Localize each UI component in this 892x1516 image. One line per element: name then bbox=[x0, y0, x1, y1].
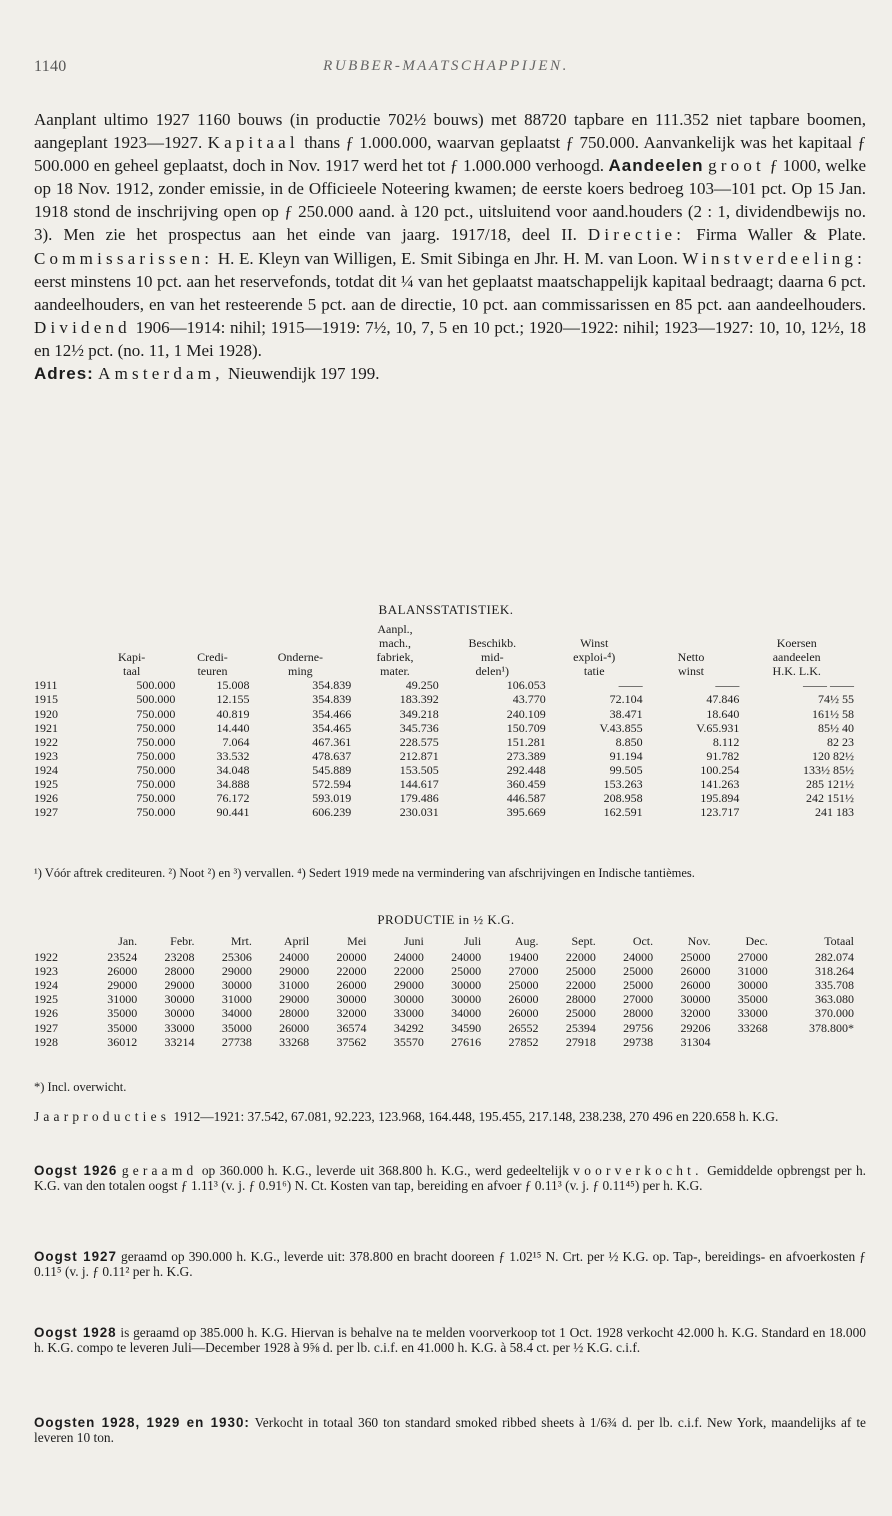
table-cell: 85½ 40 bbox=[818, 720, 854, 735]
row-year: 1928 bbox=[34, 1034, 58, 1049]
table-cell: —— —— bbox=[803, 678, 854, 693]
table-cell: 500.000 bbox=[136, 678, 176, 693]
table-cell: 23524 bbox=[107, 950, 138, 965]
table-cell: 30000 bbox=[737, 978, 768, 993]
table-cell: 606.239 bbox=[312, 805, 352, 820]
table-cell: 318.264 bbox=[815, 964, 854, 979]
balans-row bbox=[34, 692, 854, 706]
table-cell: 74½ 55 bbox=[818, 692, 854, 707]
table-cell: 34292 bbox=[393, 1020, 424, 1035]
table-cell: 33000 bbox=[393, 1006, 424, 1021]
description-paragraph bbox=[34, 108, 866, 385]
table-cell: 478.637 bbox=[312, 748, 352, 763]
table-cell: 19400 bbox=[508, 950, 539, 965]
table-cell: —— bbox=[715, 678, 740, 693]
table-cell: 25000 bbox=[451, 964, 482, 979]
month-header: Mrt. bbox=[230, 934, 252, 948]
table-cell: 33268 bbox=[737, 1020, 768, 1035]
table-cell: 241 183 bbox=[815, 805, 854, 820]
running-head: RUBBER-MAATSCHAPPIJEN. bbox=[323, 58, 569, 74]
balans-row bbox=[34, 791, 854, 805]
row-year: 1925 bbox=[34, 777, 58, 792]
table-cell: 26000 bbox=[508, 1006, 539, 1021]
aandeelen-label: Aandeelen bbox=[608, 156, 704, 176]
table-cell: 25394 bbox=[565, 1020, 596, 1035]
row-year: 1915 bbox=[34, 692, 58, 707]
table-cell: V.65.931 bbox=[696, 720, 740, 735]
table-cell: 750.000 bbox=[136, 805, 176, 820]
table-cell: 49.250 bbox=[405, 678, 439, 693]
productie-row bbox=[34, 1021, 854, 1035]
table-cell: 34.048 bbox=[216, 762, 250, 777]
table-cell: 285 121½ bbox=[806, 777, 854, 792]
table-cell: 363.080 bbox=[815, 992, 854, 1007]
table-cell: 8.850 bbox=[615, 734, 643, 749]
month-header: Totaal bbox=[824, 934, 854, 948]
table-cell: 153.263 bbox=[603, 777, 643, 792]
table-cell: 32000 bbox=[336, 1006, 367, 1021]
table-cell: 750.000 bbox=[136, 748, 176, 763]
table-cell: 750.000 bbox=[136, 791, 176, 806]
table-cell: 378.800* bbox=[809, 1020, 854, 1035]
table-cell: 24000 bbox=[451, 950, 482, 965]
column-header: Credi- teuren bbox=[197, 650, 228, 679]
table-cell: 106.053 bbox=[506, 678, 546, 693]
table-cell: 43.770 bbox=[512, 692, 546, 707]
productie-row bbox=[34, 950, 854, 964]
row-year: 1921 bbox=[34, 720, 58, 735]
table-cell: 25000 bbox=[508, 978, 539, 993]
table-cell: 162.591 bbox=[603, 805, 643, 820]
balans-row bbox=[34, 735, 854, 749]
table-cell: 25000 bbox=[623, 978, 654, 993]
month-header: Oct. bbox=[632, 934, 654, 948]
table-cell: 27000 bbox=[737, 950, 768, 965]
oogst-1926-paragraph bbox=[34, 1164, 866, 1194]
table-cell: 27852 bbox=[508, 1034, 539, 1049]
month-header: Mei bbox=[347, 934, 367, 948]
jaarproducties-label: Jaarproducties bbox=[34, 1109, 171, 1124]
table-cell: 91.782 bbox=[706, 748, 740, 763]
table-cell: 25000 bbox=[565, 964, 596, 979]
balans-row bbox=[34, 805, 854, 819]
oogsten-text: Verkocht in totaal 360 ton standard smoked ribbed sheets à 1/6¾ d. per lb. c.i.f. New York, maandelijks af te leveren 10 ton. bbox=[34, 1415, 866, 1445]
table-cell: 345.736 bbox=[399, 720, 439, 735]
table-cell: 446.587 bbox=[506, 791, 546, 806]
balans-row bbox=[34, 678, 854, 692]
table-cell: 91.194 bbox=[609, 748, 643, 763]
row-year: 1911 bbox=[34, 678, 58, 693]
oogst-1928-section bbox=[34, 1326, 866, 1356]
table-cell: —— bbox=[618, 678, 643, 693]
productie-row bbox=[34, 1035, 854, 1049]
table-cell: 31000 bbox=[107, 992, 138, 1007]
table-cell: 28000 bbox=[623, 1006, 654, 1021]
groot-label: groot bbox=[708, 156, 765, 176]
column-header: fabriek, mater. bbox=[376, 650, 414, 679]
table-cell: 37562 bbox=[336, 1034, 367, 1049]
table-cell: 76.172 bbox=[216, 791, 250, 806]
table-cell: 354.466 bbox=[312, 706, 352, 721]
oogst-1927-label: Oogst 1927 bbox=[34, 1249, 117, 1264]
column-header: Onderne- ming bbox=[277, 650, 324, 679]
table-cell: 292.448 bbox=[506, 762, 546, 777]
productie-footnote: *) Incl. overwicht. bbox=[34, 1080, 127, 1094]
month-header: Febr. bbox=[170, 934, 195, 948]
oogst-1926-text: op 360.000 h. K.G., leverde uit 368.800 h. K.G., werd gedeeltelijk bbox=[201, 1163, 569, 1178]
column-top bbox=[643, 622, 740, 650]
dividend-text: 1906—1914: nihil; 1915—1919: 7½, 10, 7, 5 en 10 pct.; 1920—1922: nihil; 1923—1927: 10, 10, 12½, 18 en 12½ pct. (no. 11, 1 Mei 1928). bbox=[34, 317, 866, 360]
productie-table bbox=[34, 934, 854, 1049]
table-cell: 31000 bbox=[221, 992, 252, 1007]
table-cell: 30000 bbox=[451, 978, 482, 993]
balans-body bbox=[34, 678, 854, 819]
table-cell: 26552 bbox=[508, 1020, 539, 1035]
table-cell: 90.441 bbox=[216, 805, 250, 820]
table-cell: 35000 bbox=[107, 1020, 138, 1035]
row-year: 1924 bbox=[34, 978, 58, 993]
table-cell: 34000 bbox=[451, 1006, 482, 1021]
row-year: 1926 bbox=[34, 791, 58, 806]
table-cell: 242 151½ bbox=[806, 791, 854, 806]
month-header: Nov. bbox=[687, 934, 711, 948]
table-cell: 26000 bbox=[336, 978, 367, 993]
table-cell: 22000 bbox=[565, 978, 596, 993]
table-cell: 123.717 bbox=[700, 805, 740, 820]
table-cell: 25306 bbox=[221, 950, 252, 965]
table-cell: 35000 bbox=[737, 992, 768, 1007]
column-top: Koersen bbox=[776, 636, 817, 651]
adres-label: Adres: bbox=[34, 364, 94, 384]
table-cell: 572.594 bbox=[312, 777, 352, 792]
plantation-text: Aanplant ultimo 1927 1160 bouws (in productie 702½ bouws) met 88720 tapbare en 111.352 niet tapbare boomen, aangeplant 1923—1927. bbox=[34, 110, 866, 153]
table-cell: 30000 bbox=[164, 1006, 195, 1021]
balans-header-top-row bbox=[34, 622, 854, 650]
table-cell: 30000 bbox=[221, 978, 252, 993]
table-cell: 212.871 bbox=[399, 748, 439, 763]
table-cell: 30000 bbox=[393, 992, 424, 1007]
kapitaal-text: thans ƒ 1.000.000, waarvan geplaatst ƒ 750.000. Aanvankelijk was het kapitaal ƒ 500.000 en geheel geplaatst, doch in Nov. 1917 werd het tot ƒ 1.000.000 verhoogd. bbox=[34, 133, 867, 176]
table-cell: 28000 bbox=[279, 1006, 310, 1021]
column-top bbox=[250, 622, 352, 650]
page-number: 1140 bbox=[34, 58, 67, 75]
table-cell: 34000 bbox=[221, 1006, 252, 1021]
column-top: Beschikb. bbox=[468, 636, 517, 651]
table-cell: 36012 bbox=[107, 1034, 138, 1049]
column-top bbox=[88, 622, 176, 650]
table-cell: 8.112 bbox=[712, 734, 740, 749]
table-cell: 31000 bbox=[737, 964, 768, 979]
table-cell: V.43.855 bbox=[599, 720, 643, 735]
month-header: Juli bbox=[463, 934, 482, 948]
productie-row bbox=[34, 978, 854, 992]
geraamd-label: geraamd bbox=[121, 1163, 198, 1178]
row-year: 1922 bbox=[34, 950, 58, 965]
table-cell: 32000 bbox=[680, 1006, 711, 1021]
month-header: Sept. bbox=[571, 934, 596, 948]
column-top: Winst bbox=[580, 636, 609, 651]
table-cell: 99.505 bbox=[609, 762, 643, 777]
oogsten-label: Oogsten 1928, 1929 en 1930: bbox=[34, 1415, 250, 1430]
table-cell: 349.218 bbox=[399, 706, 439, 721]
table-cell: 195.894 bbox=[700, 791, 740, 806]
table-cell: 29000 bbox=[393, 978, 424, 993]
month-header: Juni bbox=[403, 934, 424, 948]
table-cell: 151.281 bbox=[506, 734, 546, 749]
table-cell: 545.889 bbox=[312, 762, 352, 777]
oogsten-section bbox=[34, 1416, 866, 1446]
table-cell: 27000 bbox=[623, 992, 654, 1007]
table-cell: 354.465 bbox=[312, 720, 352, 735]
balans-table bbox=[34, 622, 854, 819]
table-cell: 30000 bbox=[680, 992, 711, 1007]
oogsten-paragraph bbox=[34, 1416, 866, 1446]
table-cell: 72.104 bbox=[609, 692, 643, 707]
oogst-1926-section bbox=[34, 1164, 866, 1194]
month-header: Jan. bbox=[118, 934, 138, 948]
oogst-1926-text-2: Gemiddelde opbrengst per h. K.G. van den totalen oogst ƒ 1.11³ (v. j. ƒ 0.91⁶) N. Ct. Kosten van tap, bereiding en afvoer ƒ 0.11³ (v. j. ƒ 0.11⁴⁵) per h. K.G. bbox=[34, 1163, 867, 1193]
commissarissen-text: H. E. Kleyn van Willigen, E. Smit Sibinga en Jhr. H. M. van Loon. bbox=[217, 248, 678, 268]
adres-city: Amsterdam, bbox=[98, 364, 224, 384]
kapitaal-label: Kapitaal bbox=[207, 133, 299, 153]
column-header: mid- delen¹) bbox=[475, 650, 510, 679]
table-cell: 467.361 bbox=[312, 734, 352, 749]
dividend-label: Dividend bbox=[34, 317, 131, 337]
table-cell: 30000 bbox=[336, 992, 367, 1007]
table-cell: 28000 bbox=[164, 964, 195, 979]
table-cell: 40.819 bbox=[216, 706, 250, 721]
directie-label: Directie: bbox=[587, 225, 686, 245]
column-header: Kapi- taal bbox=[117, 650, 146, 679]
table-cell: 100.254 bbox=[700, 762, 740, 777]
table-cell: 33.532 bbox=[216, 748, 250, 763]
table-cell: 33000 bbox=[737, 1006, 768, 1021]
table-cell: 28000 bbox=[565, 992, 596, 1007]
table-cell: 29206 bbox=[680, 1020, 711, 1035]
row-year: 1920 bbox=[34, 706, 58, 721]
table-cell: 282.074 bbox=[815, 950, 854, 965]
table-cell: 82 23 bbox=[827, 734, 854, 749]
table-cell: 31000 bbox=[279, 978, 310, 993]
oogst-1928-paragraph bbox=[34, 1326, 866, 1356]
table-cell: 47.846 bbox=[706, 692, 740, 707]
table-cell: 750.000 bbox=[136, 734, 176, 749]
table-cell: 24000 bbox=[393, 950, 424, 965]
table-cell: 150.709 bbox=[506, 720, 546, 735]
table-cell: 29000 bbox=[279, 992, 310, 1007]
table-cell: 34590 bbox=[451, 1020, 482, 1035]
table-cell: 183.392 bbox=[399, 692, 439, 707]
table-cell: 161½ 58 bbox=[812, 706, 854, 721]
row-year: 1923 bbox=[34, 964, 58, 979]
table-cell: 29000 bbox=[221, 964, 252, 979]
month-header: Dec. bbox=[745, 934, 768, 948]
table-cell bbox=[768, 1035, 854, 1049]
balans-row bbox=[34, 777, 854, 791]
table-cell: 34.888 bbox=[216, 777, 250, 792]
table-cell: 354.839 bbox=[312, 678, 352, 693]
productie-body bbox=[34, 950, 854, 1049]
table-cell: 35000 bbox=[221, 1020, 252, 1035]
jaarproducties-text: 1912—1921: 37.542, 67.081, 92.223, 123.968, 164.448, 195.455, 217.148, 238.238, 270 496 en 220.658 h. K.G. bbox=[173, 1109, 779, 1124]
table-cell: 27616 bbox=[451, 1034, 482, 1049]
table-cell: 29000 bbox=[107, 978, 138, 993]
table-cell: 153.505 bbox=[399, 762, 439, 777]
table-cell: 141.263 bbox=[700, 777, 740, 792]
table-cell: 120 82½ bbox=[812, 748, 854, 763]
directie-text: Firma Waller & Plate. bbox=[696, 225, 867, 245]
adres-text: Nieuwendijk 197 199. bbox=[227, 364, 380, 384]
column-top bbox=[175, 622, 249, 650]
table-cell: 750.000 bbox=[136, 706, 176, 721]
table-cell: 230.031 bbox=[399, 805, 439, 820]
balans-header-row bbox=[34, 650, 854, 678]
company-description bbox=[34, 108, 866, 385]
table-cell: 29000 bbox=[279, 964, 310, 979]
table-cell: 33000 bbox=[164, 1020, 195, 1035]
row-year: 1927 bbox=[34, 1020, 58, 1035]
oogst-1927-paragraph bbox=[34, 1250, 866, 1280]
table-cell: 273.389 bbox=[506, 748, 546, 763]
table-cell: 750.000 bbox=[136, 720, 176, 735]
table-cell: 750.000 bbox=[136, 777, 176, 792]
balans-title: BALANSSTATISTIEK. bbox=[378, 602, 514, 617]
table-cell: 27738 bbox=[221, 1034, 252, 1049]
column-header: exploi-⁴) tatie bbox=[573, 650, 616, 679]
row-year: 1926 bbox=[34, 1006, 58, 1021]
table-cell: 27000 bbox=[508, 964, 539, 979]
table-cell: 144.617 bbox=[399, 777, 439, 792]
row-year: 1924 bbox=[34, 762, 58, 777]
table-cell: 23208 bbox=[164, 950, 195, 965]
table-cell: 208.958 bbox=[603, 791, 643, 806]
productie-row bbox=[34, 964, 854, 978]
productie-row bbox=[34, 1006, 854, 1020]
table-cell: 15.008 bbox=[216, 678, 250, 693]
table-cell: 33268 bbox=[279, 1034, 310, 1049]
table-cell: 24000 bbox=[279, 950, 310, 965]
column-header: aandeelen H.K. L.K. bbox=[772, 650, 821, 679]
winstverdeeling-label: Winstverdeeling: bbox=[682, 248, 866, 268]
table-cell: 38.471 bbox=[609, 706, 643, 721]
row-year: 1922 bbox=[34, 734, 58, 749]
commissarissen-label: Commissarissen: bbox=[34, 248, 214, 268]
table-cell: 26000 bbox=[508, 992, 539, 1007]
row-year: 1927 bbox=[34, 805, 58, 820]
oogst-1928-text: is geraamd op 385.000 h. K.G. Hiervan is behalve na te melden voorverkoop tot 1 Oct. 1928 verkocht 42.000 h. K.G. Standard en 18.000 h. K.G. compo te leveren Juli—December 1928 à 9⅝ d. per lb. c.i.f. en 41.000 h. K.G. à 58.4 ct. per ½ K.G. c.i.f. bbox=[34, 1325, 866, 1355]
oogst-1926-label: Oogst 1926 bbox=[34, 1163, 118, 1178]
table-cell: 500.000 bbox=[136, 692, 176, 707]
month-header: April bbox=[283, 934, 310, 948]
table-cell: 360.459 bbox=[506, 777, 546, 792]
column-header: Netto winst bbox=[677, 650, 705, 679]
oogst-1927-section bbox=[34, 1250, 866, 1280]
table-cell: 7.064 bbox=[222, 734, 250, 749]
row-year: 1923 bbox=[34, 748, 58, 763]
table-cell: 29000 bbox=[164, 978, 195, 993]
table-cell: 25000 bbox=[680, 950, 711, 965]
balans-row bbox=[34, 763, 854, 777]
balans-footnote: ¹) Vóór aftrek crediteuren. ²) Noot ²) en ³) vervallen. ⁴) Sedert 1919 mede na vermindering van afschrijvingen en Indische tantièmes. bbox=[34, 866, 695, 880]
balans-row bbox=[34, 721, 854, 735]
jaarproducties-paragraph bbox=[34, 1110, 866, 1125]
table-cell: 29756 bbox=[623, 1020, 654, 1035]
table-cell: 36574 bbox=[336, 1020, 367, 1035]
table-cell: 26000 bbox=[680, 978, 711, 993]
table-cell: 33214 bbox=[164, 1034, 195, 1049]
table-cell bbox=[710, 1035, 767, 1049]
table-cell: 25000 bbox=[565, 1006, 596, 1021]
productie-title: PRODUCTIE in ½ K.G. bbox=[377, 912, 515, 927]
table-cell: 354.839 bbox=[312, 692, 352, 707]
table-cell: 22000 bbox=[565, 950, 596, 965]
table-cell: 24000 bbox=[623, 950, 654, 965]
table-cell: 20000 bbox=[336, 950, 367, 965]
aandeelen-text: ƒ 1000, welke op 18 Nov. 1912, zonder emissie, in de Officieele Noteering kwamen; de eerste koers bedroeg 103—101 pct. Op 15 Jan. 1918 stond de inschrijving open op ƒ 250.000 aand. à 120 pct., uitsluitend voor aand.houders (2 : 1, dividendbewijs no. 3). Men zie het prospectus aan het einde van jaarg. 1917/18, deel II. bbox=[34, 156, 866, 245]
table-cell: 26000 bbox=[680, 964, 711, 979]
table-cell: 35000 bbox=[107, 1006, 138, 1021]
balans-row bbox=[34, 707, 854, 721]
table-cell: 179.486 bbox=[399, 791, 439, 806]
oogst-1928-label: Oogst 1928 bbox=[34, 1325, 117, 1340]
month-header: Aug. bbox=[514, 934, 539, 948]
table-cell: 370.000 bbox=[815, 1006, 854, 1021]
table-cell: 30000 bbox=[451, 992, 482, 1007]
table-cell: 12.155 bbox=[216, 692, 250, 707]
table-cell: 593.019 bbox=[312, 791, 352, 806]
table-cell: 240.109 bbox=[506, 706, 546, 721]
winstverdeeling-text: eerst minstens 10 pct. aan het reservefonds, totdat dit ¼ van het geplaatst maatschappelijk kapitaal bedraagt; daarna 6 pct. aandeelhouders, en van het resteerende 5 pct. aan de directie, 10 pct. aan commissarissen en 85 pct. aan aandeelhouders. bbox=[34, 271, 866, 314]
page-header bbox=[34, 58, 858, 82]
table-cell: 14.440 bbox=[216, 720, 250, 735]
table-cell: 26000 bbox=[107, 964, 138, 979]
table-cell: 18.640 bbox=[706, 706, 740, 721]
table-cell: 27918 bbox=[565, 1034, 596, 1049]
table-cell: 30000 bbox=[164, 992, 195, 1007]
table-cell: 25000 bbox=[623, 964, 654, 979]
table-cell: 29738 bbox=[623, 1034, 654, 1049]
balans-row bbox=[34, 749, 854, 763]
table-cell: 395.669 bbox=[506, 805, 546, 820]
table-cell: 31304 bbox=[680, 1034, 711, 1049]
table-cell: 35570 bbox=[393, 1034, 424, 1049]
table-cell: 228.575 bbox=[399, 734, 439, 749]
table-cell: 26000 bbox=[279, 1020, 310, 1035]
jaarproducties-section bbox=[34, 1110, 866, 1125]
productie-header-row bbox=[34, 934, 854, 950]
column-top: Aanpl., mach., bbox=[377, 622, 413, 651]
table-cell: 22000 bbox=[336, 964, 367, 979]
productie-row bbox=[34, 992, 854, 1006]
voorverkocht-label: voorverkocht. bbox=[573, 1163, 703, 1178]
table-cell: 750.000 bbox=[136, 762, 176, 777]
table-cell: 22000 bbox=[393, 964, 424, 979]
oogst-1927-text: geraamd op 390.000 h. K.G., leverde uit: 378.800 en bracht dooreen ƒ 1.02¹⁵ N. Crt. per ½ K.G. op. Tap-, bereidings- en afvoerkosten ƒ 0.11⁵ (v. j. ƒ 0.11² per h. K.G. bbox=[34, 1249, 866, 1279]
table-cell: 335.708 bbox=[815, 978, 854, 993]
row-year: 1925 bbox=[34, 992, 58, 1007]
table-cell: 133½ 85½ bbox=[803, 762, 854, 777]
